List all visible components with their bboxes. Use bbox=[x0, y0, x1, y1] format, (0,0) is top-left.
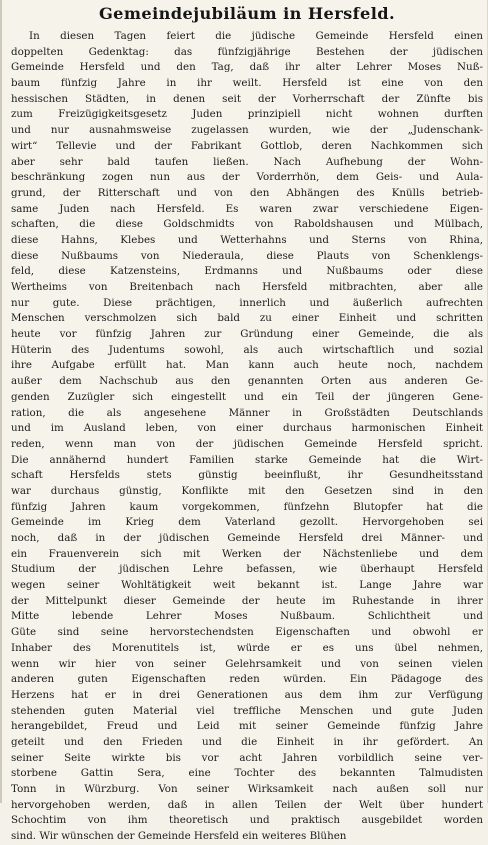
text-line: seiner Seite wirkte bis vor acht Jahren vorbildlich seine ver- bbox=[11, 751, 483, 764]
text-line: ein Frauenverein sich mit Werken der Nächstenliebe und dem bbox=[11, 547, 483, 560]
text-line: der Mittelpunkt dieser Gemeinde der heute im Ruhestande in ihrer bbox=[11, 594, 483, 607]
text-line: Gemeinde im Krieg dem Vaterland gezollt. Hervorgehoben sei bbox=[11, 516, 483, 529]
text-line: sind. Wir wünschen der Gemeinde Hersfeld ein weiteres Blühen bbox=[11, 830, 347, 843]
text-line: Herzens hat er in drei Generationen aus dem ihm zur Verfügung bbox=[11, 688, 483, 701]
text-line: anderen guten Eigenschaften reden würden. Ein Pädagoge des bbox=[11, 673, 483, 686]
text-line: ihre Aufgabe erfüllt hat. Man kann auch heute noch, nachdem bbox=[11, 359, 483, 372]
text-line: wirt“ Tellevie und der Fabrikant Gottlob, deren Nachkommen sich bbox=[11, 139, 483, 152]
text-line: außer dem Nachschub aus den genannten Orten aus anderen Ge- bbox=[11, 375, 483, 388]
text-line: hervorgehoben werden, daß in allen Teilen der Welt über hundert bbox=[11, 798, 483, 811]
text-line: schaft Hersfelds stets günstig beeinflußt, ihr Gesundheitsstand bbox=[11, 469, 483, 482]
text-line: wenn wir hier von seiner Gelehrsamkeit und von seinen vielen bbox=[11, 657, 483, 670]
text-line: grund, der Ritterschaft und von den Abhängen des Knülls betrieb- bbox=[11, 186, 483, 199]
text-line: stehenden guten Material viel treffliche Menschen und gute Juden bbox=[11, 704, 483, 717]
text-line: Mitte lebende Lehrer Moses Nußbaum. Schlichtheit und bbox=[11, 610, 483, 623]
article-body bbox=[11, 29, 483, 845]
text-line: hessischen Städten, in denen seit der Vorherrschaft der Zünfte bis bbox=[11, 92, 483, 105]
text-line: Menschen verschmolzen sich bald zu einer Einheit und schritten bbox=[11, 312, 483, 325]
text-line: und nur ausnahmsweise zugelassen wurden, wie der „Judenschank- bbox=[11, 124, 483, 137]
text-line: nur gute. Diese prächtigen, innerlich und äußerlich aufrechten bbox=[11, 296, 483, 309]
text-line: storbene Gattin Sera, eine Tochter des bekannten Talmudisten bbox=[11, 767, 483, 780]
text-line: und im Ausland leben, von einer durchaus harmonischen Einheit bbox=[11, 422, 483, 435]
text-line: genden Zuzügler sich eingestellt und ein Teil der jüngeren Gene- bbox=[11, 390, 483, 403]
text-line: herangebildet, Freud und Leid mit seiner Gemeinde fünfzig Jahre bbox=[11, 720, 483, 733]
text-line: ration, die als angesehene Männer in Großstädten Deutschlands bbox=[11, 406, 483, 419]
text-line: Inhaber des Morenutitels ist, würde er es uns übel nehmen, bbox=[11, 641, 483, 654]
text-line: feld, diese Katzensteins, Erdmanns und Nußbaums oder diese bbox=[11, 265, 483, 278]
text-line: diese Nußbaums von Niederaula, diese Plauts von Schenklengs- bbox=[11, 249, 483, 262]
text-line: reden, wenn man von der jüdischen Gemeinde Hersfeld spricht. bbox=[11, 437, 483, 450]
text-line: zum Freizügigkeitsgesetz Juden prinzipiell nicht wohnen durften bbox=[11, 108, 483, 121]
text-line: In diesen Tagen feiert die jüdische Gemeinde Hersfeld einen bbox=[29, 30, 483, 42]
text-line: Hüterin des Judentums sowohl, als auch wirtschaftlich und sozial bbox=[11, 343, 483, 356]
text-line: Tonn in Würzburg. Von seiner Wirksamkeit nach außen soll nur bbox=[11, 783, 483, 795]
text-line: Schochtim von ihm theoretisch und praktisch ausgebildet worden bbox=[11, 814, 483, 827]
text-line: Gemeinde Hersfeld und den Tag, daß ihr alter Lehrer Moses Nuß- bbox=[11, 61, 483, 74]
text-line: beschränkung zogen nun aus der Vorderrhön, dem Geis- und Aula- bbox=[11, 171, 483, 184]
text-line: heute vor fünfzig Jahren zur Gründung einer Gemeinde, die als bbox=[11, 328, 483, 341]
text-line: noch, daß in der jüdischen Gemeinde Hersfeld drei Männer- und bbox=[11, 532, 483, 544]
text-line: doppelten Gedenktag: das fünfzigjährige Bestehen der jüdischen bbox=[11, 45, 483, 58]
text-line: same Juden nach Hersfeld. Es waren zwar verschiedene Eigen- bbox=[11, 202, 483, 215]
text-line: diese Hahns, Klebes und Wetterhahns und Sterns von Rhina, bbox=[11, 233, 483, 246]
text-line: geteilt und den Frieden und die Einheit in ihr gefördert. An bbox=[11, 735, 483, 748]
text-line: wegen seiner Wohltätigkeit weit bekannt ist. Lange Jahre war bbox=[11, 579, 483, 592]
article-title: Gemeindejubiläum in Hersfeld. bbox=[98, 4, 396, 23]
text-line: Güte sind seine hervorstechendsten Eigenschaften und obwohl er bbox=[11, 626, 483, 639]
text-line: Wertheims von Breitenbach nach Hersfeld mitbrachten, aber alle bbox=[11, 281, 483, 293]
text-line: schaften, die diese Goldschmidts von Raboldshausen und Mülbach, bbox=[11, 218, 483, 231]
text-line: aber sehr bald taufen ließen. Nach Aufhebung der Wohn- bbox=[11, 155, 483, 168]
text-line: Die annähernd hundert Familien starke Gemeinde hat die Wirt- bbox=[11, 453, 483, 466]
text-line: Studium der jüdischen Lehre befassen, wie überhaupt Hersfeld bbox=[11, 563, 483, 576]
text-line: baum fünfzig Jahre in ihr weilt. Hersfeld ist eine von den bbox=[11, 77, 483, 90]
text-line: war durchaus günstig, Konflikte mit den Gesetzen sind in den bbox=[11, 484, 483, 497]
text-line: fünfzig Jahren kaum vorgekommen, fünfzehn Blutopfer hat die bbox=[11, 500, 483, 513]
